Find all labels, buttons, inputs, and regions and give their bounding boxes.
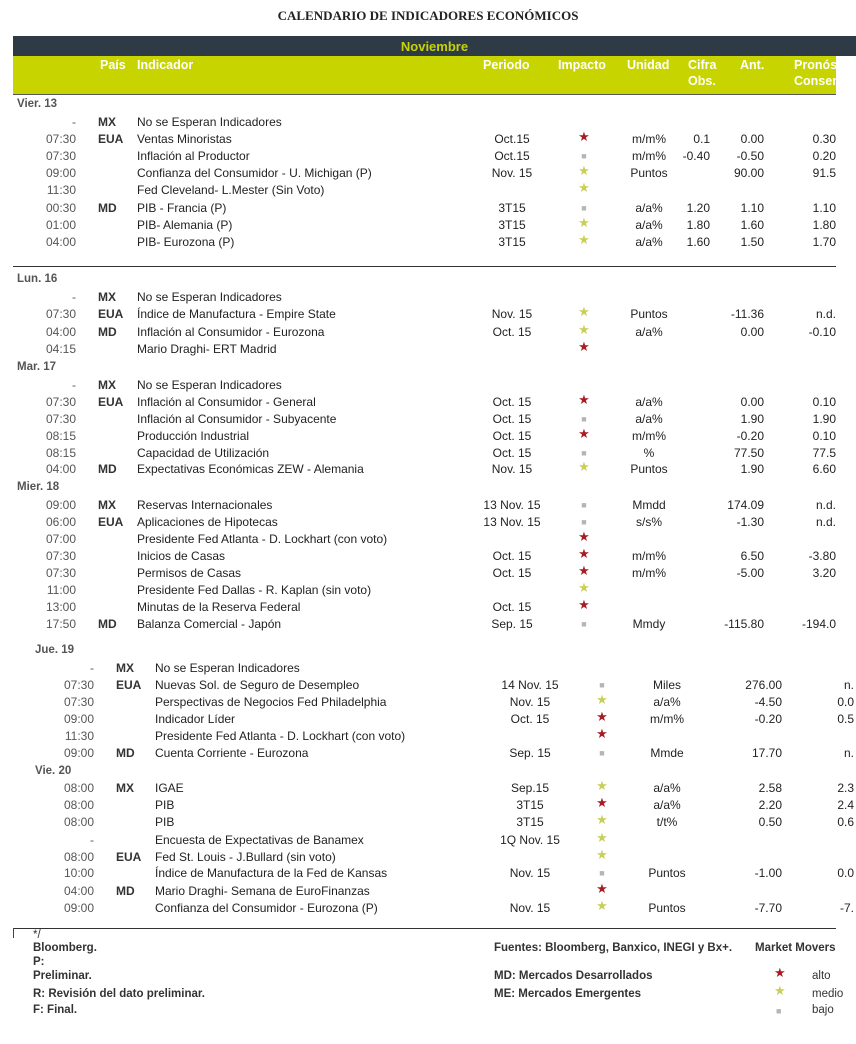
row-previous: -4.50 xyxy=(754,695,782,709)
row-consensus: 91.5 xyxy=(812,166,836,180)
star-high-icon: ★ xyxy=(596,795,608,810)
row-country: MD xyxy=(98,617,117,631)
footer-tick xyxy=(13,928,14,938)
row-indicator: Expectativas Económicas ZEW - Alemania xyxy=(137,462,364,476)
row-period: Nov. 15 xyxy=(491,462,533,476)
row-time: 06:00 xyxy=(45,515,76,529)
row-indicator: Fed St. Louis - J.Bullard (sin voto) xyxy=(155,850,336,864)
star-medium-icon: ★ xyxy=(578,163,590,178)
row-previous: 174.09 xyxy=(727,498,764,512)
row-period: Oct. 15 xyxy=(492,412,532,426)
row-previous: 90.00 xyxy=(733,166,764,180)
row-indicator: Indicador Líder xyxy=(155,712,236,726)
row-time: 08:00 xyxy=(63,798,94,812)
row-previous: 17.70 xyxy=(751,746,782,760)
row-unit: Puntos xyxy=(630,307,668,321)
row-previous: 1.90 xyxy=(740,412,764,426)
page-title: CALENDARIO DE INDICADORES ECONÓMICOS xyxy=(277,8,579,23)
footer-me-legend: ME: Mercados Emergentes xyxy=(494,988,641,1000)
row-consensus: 0.0 xyxy=(837,866,854,880)
day-label: Vie. 20 xyxy=(35,765,72,777)
row-previous: -0.20 xyxy=(736,429,764,443)
row-time: 08:15 xyxy=(45,429,76,443)
row-previous: 1.60 xyxy=(740,218,764,232)
header-cifra: Cifra xyxy=(688,58,717,72)
row-unit: a/a% xyxy=(635,201,663,215)
row-period: Oct. 15 xyxy=(492,566,532,580)
row-time: 07:30 xyxy=(45,149,76,163)
row-consensus: 0.20 xyxy=(812,149,836,163)
row-time: 09:00 xyxy=(63,746,94,760)
row-period: 3T15 xyxy=(498,218,526,232)
row-country: MX xyxy=(116,661,134,675)
row-period: Nov. 15 xyxy=(509,695,551,709)
row-previous: 0.00 xyxy=(740,325,764,339)
section-divider xyxy=(13,266,836,267)
row-period: Nov. 15 xyxy=(509,901,551,915)
row-period: 14 Nov. 15 xyxy=(501,678,559,692)
legend-bajo: bajo xyxy=(812,1004,834,1016)
row-country: EUA xyxy=(98,307,124,321)
row-indicator: Ventas Minoristas xyxy=(137,132,232,146)
square-low-icon: ■ xyxy=(599,680,605,690)
legend-alto: alto xyxy=(812,970,831,982)
row-previous: -0.50 xyxy=(736,149,764,163)
row-country: MD xyxy=(116,746,135,760)
row-time: 07:30 xyxy=(45,395,76,409)
row-unit: Mmdd xyxy=(632,498,666,512)
star-medium-icon: ★ xyxy=(596,830,608,845)
row-indicator: Presidente Fed Dallas - R. Kaplan (sin voto) xyxy=(137,583,372,597)
star-high-icon: ★ xyxy=(596,709,608,724)
row-time: 04:00 xyxy=(45,325,76,339)
row-previous: 1.50 xyxy=(740,235,764,249)
row-indicator: Producción Industrial xyxy=(137,429,250,443)
row-country: EUA xyxy=(98,395,124,409)
star-medium-icon: ★ xyxy=(596,692,608,707)
row-indicator: Nuevas Sol. de Seguro de Desempleo xyxy=(155,678,360,692)
row-indicator: Índice de Manufactura de la Fed de Kansas xyxy=(155,866,388,880)
row-time: 07:30 xyxy=(45,412,76,426)
row-period: 13 Nov. 15 xyxy=(483,515,541,529)
row-consensus: 77.5 xyxy=(812,446,836,460)
row-indicator: No se Esperan Indicadores xyxy=(137,290,282,304)
row-unit: m/m% xyxy=(632,149,666,163)
row-previous: -0.20 xyxy=(754,712,782,726)
row-time: 13:00 xyxy=(45,600,76,614)
row-time: 07:00 xyxy=(45,532,76,546)
row-indicator: Inflación al Productor xyxy=(137,149,250,163)
star-high-icon: ★ xyxy=(596,726,608,741)
row-indicator: Reservas Internacionales xyxy=(137,498,273,512)
row-country: MX xyxy=(98,378,116,392)
row-time: 04:15 xyxy=(45,342,76,356)
row-country: MX xyxy=(98,498,116,512)
row-unit: m/m% xyxy=(632,566,666,580)
row-unit: Miles xyxy=(652,678,681,692)
footer-md-legend: MD: Mercados Desarrollados xyxy=(494,970,653,982)
row-time: 01:00 xyxy=(45,218,76,232)
row-unit: m/m% xyxy=(650,712,684,726)
row-consensus: 2.3 xyxy=(837,781,854,795)
header-periodo: Periodo xyxy=(483,58,530,72)
row-unit: a/a% xyxy=(653,781,681,795)
row-observed: 0.1 xyxy=(693,132,710,146)
star-high-icon: ★ xyxy=(578,563,590,578)
row-period: 3T15 xyxy=(498,201,526,215)
row-indicator: Confianza del Consumidor - Eurozona (P) xyxy=(155,901,378,915)
row-country: EUA xyxy=(116,678,142,692)
row-consensus: 6.60 xyxy=(812,462,836,476)
row-country: MX xyxy=(98,290,116,304)
header-pais: País xyxy=(100,58,126,72)
legend-medio: medio xyxy=(812,988,844,1000)
star-high-icon: ★ xyxy=(578,426,590,441)
square-low-icon: ■ xyxy=(776,1006,782,1016)
row-period: Sep. 15 xyxy=(491,617,533,631)
row-previous: -1.00 xyxy=(754,866,782,880)
square-low-icon: ■ xyxy=(581,203,587,213)
star-medium-icon: ★ xyxy=(596,898,608,913)
row-previous: 1.10 xyxy=(740,201,764,215)
row-previous: -5.00 xyxy=(736,566,764,580)
footer-market-movers: Market Movers xyxy=(755,942,836,954)
star-high-icon: ★ xyxy=(578,339,590,354)
row-time: 04:00 xyxy=(45,235,76,249)
row-time: 08:00 xyxy=(63,850,94,864)
row-time: 17:50 xyxy=(45,617,76,631)
header-unidad: Unidad xyxy=(627,58,670,72)
row-country: MX xyxy=(116,781,134,795)
row-consensus: -0.10 xyxy=(808,325,836,339)
row-time: 10:00 xyxy=(63,866,94,880)
row-consensus: 1.70 xyxy=(812,235,836,249)
star-medium-icon: ★ xyxy=(578,322,590,337)
row-consensus: n.d. xyxy=(815,307,836,321)
row-time: - xyxy=(72,290,76,304)
row-previous: 0.00 xyxy=(740,132,764,146)
row-period: Nov. 15 xyxy=(509,866,551,880)
row-previous: 1.90 xyxy=(740,462,764,476)
row-consensus: n.d. xyxy=(815,498,836,512)
row-country: MD xyxy=(98,325,117,339)
row-consensus: 1.80 xyxy=(812,218,836,232)
row-country: MD xyxy=(98,462,117,476)
footer-note-p: P: xyxy=(33,956,45,968)
row-unit: Mmdy xyxy=(632,617,666,631)
row-consensus: 2.4 xyxy=(837,798,854,812)
row-period: Oct. 15 xyxy=(510,712,550,726)
row-previous: 276.00 xyxy=(745,678,782,692)
row-unit: m/m% xyxy=(632,549,666,563)
footer-note-bloomberg: Bloomberg. xyxy=(33,942,97,954)
row-previous: 77.50 xyxy=(733,446,764,460)
row-indicator: PIB- Alemania (P) xyxy=(137,218,233,232)
star-high-icon: ★ xyxy=(774,965,786,980)
row-time: 04:00 xyxy=(45,462,76,476)
star-medium-icon: ★ xyxy=(578,232,590,247)
footer-note-final: F: Final. xyxy=(33,1004,78,1016)
star-medium-icon: ★ xyxy=(578,459,590,474)
footer-note-revision: R: Revisión del dato preliminar. xyxy=(33,988,205,1000)
row-time: 07:30 xyxy=(63,678,94,692)
row-consensus: n.d. xyxy=(815,515,836,529)
day-label: Jue. 19 xyxy=(35,644,74,656)
row-period: 13 Nov. 15 xyxy=(483,498,541,512)
row-indicator: Minutas de la Reserva Federal xyxy=(137,600,301,614)
row-indicator: Índice de Manufactura - Empire State xyxy=(137,307,336,321)
row-time: 08:00 xyxy=(63,815,94,829)
row-time: 07:30 xyxy=(63,695,94,709)
row-time: - xyxy=(90,833,94,847)
row-indicator: Cuenta Corriente - Eurozona xyxy=(155,746,309,760)
star-medium-icon: ★ xyxy=(578,180,590,195)
star-medium-icon: ★ xyxy=(596,778,608,793)
row-unit: a/a% xyxy=(635,325,663,339)
row-consensus: n. xyxy=(843,746,854,760)
row-time: - xyxy=(72,378,76,392)
day-label: Vier. 13 xyxy=(17,98,58,110)
row-indicator: Presidente Fed Atlanta - D. Lockhart (con voto) xyxy=(155,729,406,743)
header-obs: Obs. xyxy=(688,74,716,88)
star-medium-icon: ★ xyxy=(578,580,590,595)
row-unit: s/s% xyxy=(635,515,662,529)
square-low-icon: ■ xyxy=(581,414,587,424)
row-time: 07:30 xyxy=(45,307,76,321)
row-period: Nov. 15 xyxy=(491,166,533,180)
row-consensus: 0.0 xyxy=(837,695,854,709)
row-consensus: 0.30 xyxy=(812,132,836,146)
row-unit: a/a% xyxy=(635,395,663,409)
row-consensus: 0.10 xyxy=(812,395,836,409)
row-unit: Puntos xyxy=(648,901,686,915)
row-unit: Puntos xyxy=(648,866,686,880)
square-low-icon: ■ xyxy=(581,500,587,510)
row-indicator: Aplicaciones de Hipotecas xyxy=(137,515,278,529)
row-time: 08:00 xyxy=(63,781,94,795)
row-indicator: IGAE xyxy=(155,781,184,795)
star-high-icon: ★ xyxy=(596,881,608,896)
row-time: 09:00 xyxy=(45,166,76,180)
row-indicator: No se Esperan Indicadores xyxy=(137,378,282,392)
star-high-icon: ★ xyxy=(578,529,590,544)
row-period: Oct. 15 xyxy=(492,429,532,443)
star-medium-icon: ★ xyxy=(596,847,608,862)
row-indicator: Fed Cleveland- L.Mester (Sin Voto) xyxy=(137,183,325,197)
row-indicator: Inflación al Consumidor - General xyxy=(137,395,316,409)
row-consensus: -7. xyxy=(839,901,854,915)
row-previous: -11.36 xyxy=(730,307,764,321)
row-unit: m/m% xyxy=(632,429,666,443)
row-consensus: 0.10 xyxy=(812,429,836,443)
day-label: Mar. 17 xyxy=(17,361,56,373)
row-time: 11:30 xyxy=(64,729,94,743)
footer-sources: Fuentes: Bloomberg, Banxico, INEGI y Bx+. xyxy=(494,942,733,954)
month-banner: Noviembre xyxy=(13,36,856,56)
row-time: 07:30 xyxy=(45,566,76,580)
row-country: EUA xyxy=(98,515,124,529)
row-consensus: 0.6 xyxy=(837,815,854,829)
row-indicator: PIB- Eurozona (P) xyxy=(137,235,235,249)
row-consensus: -3.80 xyxy=(808,549,836,563)
row-previous: 6.50 xyxy=(740,549,764,563)
row-indicator: Mario Draghi- ERT Madrid xyxy=(137,342,277,356)
row-time: 08:15 xyxy=(45,446,76,460)
row-observed: 1.20 xyxy=(686,201,710,215)
day-label: Lun. 16 xyxy=(17,273,58,285)
row-indicator: PIB xyxy=(155,815,175,829)
row-indicator: No se Esperan Indicadores xyxy=(137,115,282,129)
row-country: MD xyxy=(116,884,135,898)
row-indicator: Confianza del Consumidor - U. Michigan (P) xyxy=(137,166,372,180)
row-period: 3T15 xyxy=(516,798,544,812)
row-unit: m/m% xyxy=(632,132,666,146)
row-period: 3T15 xyxy=(498,235,526,249)
row-indicator: Mario Draghi- Semana de EuroFinanzas xyxy=(155,884,370,898)
row-unit: Mmde xyxy=(650,746,684,760)
row-previous: -7.70 xyxy=(754,901,782,915)
row-unit: a/a% xyxy=(635,218,663,232)
row-period: 3T15 xyxy=(516,815,544,829)
row-unit: Puntos xyxy=(630,166,668,180)
row-time: 09:00 xyxy=(63,901,94,915)
row-period: Oct. 15 xyxy=(492,325,532,339)
row-country: MD xyxy=(98,201,117,215)
footer-note-mark: */ xyxy=(33,929,41,941)
row-indicator: Perspectivas de Negocios Fed Philadelphia xyxy=(155,695,387,709)
square-low-icon: ■ xyxy=(599,748,605,758)
star-high-icon: ★ xyxy=(578,129,590,144)
row-previous: 2.58 xyxy=(758,781,782,795)
square-low-icon: ■ xyxy=(581,517,587,527)
row-indicator: Permisos de Casas xyxy=(137,566,242,580)
row-time: 04:00 xyxy=(63,884,94,898)
row-indicator: Balanza Comercial - Japón xyxy=(137,617,282,631)
footer-note-preliminar: Preliminar. xyxy=(33,970,92,982)
row-consensus: 3.20 xyxy=(812,566,836,580)
row-period: Oct.15 xyxy=(494,132,530,146)
square-low-icon: ■ xyxy=(581,151,587,161)
row-time: 00:30 xyxy=(45,201,76,215)
row-time: 07:30 xyxy=(45,549,76,563)
star-medium-icon: ★ xyxy=(774,983,786,998)
row-unit: a/a% xyxy=(635,412,663,426)
row-unit: % xyxy=(643,446,655,460)
row-indicator: Inicios de Casas xyxy=(137,549,226,563)
star-high-icon: ★ xyxy=(578,392,590,407)
row-period: Oct. 15 xyxy=(492,549,532,563)
row-indicator: PIB xyxy=(155,798,175,812)
star-medium-icon: ★ xyxy=(578,215,590,230)
row-period: Oct. 15 xyxy=(492,446,532,460)
star-medium-icon: ★ xyxy=(578,304,590,319)
header-ant: Ant. xyxy=(740,58,765,72)
row-time: 11:00 xyxy=(46,583,76,597)
star-medium-icon: ★ xyxy=(596,812,608,827)
row-country: MX xyxy=(98,115,116,129)
row-consensus: 0.5 xyxy=(837,712,854,726)
row-time: - xyxy=(72,115,76,129)
square-low-icon: ■ xyxy=(581,619,587,629)
day-label: Mier. 18 xyxy=(17,481,60,493)
header-indicador: Indicador xyxy=(137,58,194,72)
row-unit: a/a% xyxy=(635,235,663,249)
row-time: 09:00 xyxy=(63,712,94,726)
row-indicator: Inflación al Consumidor - Eurozona xyxy=(137,325,325,339)
row-consensus: -194.0 xyxy=(801,617,836,631)
row-unit: Puntos xyxy=(630,462,668,476)
row-unit: t/t% xyxy=(656,815,678,829)
row-time: 07:30 xyxy=(45,132,76,146)
square-low-icon: ■ xyxy=(599,868,605,878)
row-observed: -0.40 xyxy=(682,149,710,163)
row-period: 1Q Nov. 15 xyxy=(500,833,560,847)
row-time: 11:30 xyxy=(46,183,76,197)
row-indicator: PIB - Francia (P) xyxy=(137,201,227,215)
row-period: Sep. 15 xyxy=(509,746,551,760)
row-indicator: Encuesta de Expectativas de Banamex xyxy=(155,833,364,847)
row-period: Oct. 15 xyxy=(492,600,532,614)
row-observed: 1.60 xyxy=(686,235,710,249)
star-high-icon: ★ xyxy=(578,597,590,612)
row-country: EUA xyxy=(116,850,142,864)
row-indicator: Inflación al Consumidor - Subyacente xyxy=(137,412,337,426)
row-observed: 1.80 xyxy=(686,218,710,232)
row-indicator: Capacidad de Utilización xyxy=(137,446,270,460)
row-consensus: 1.10 xyxy=(812,201,836,215)
row-period: Oct.15 xyxy=(494,149,530,163)
row-indicator: Presidente Fed Atlanta - D. Lockhart (con voto) xyxy=(137,532,388,546)
row-unit: a/a% xyxy=(653,798,681,812)
header-impacto: Impacto xyxy=(558,58,606,72)
row-unit: a/a% xyxy=(653,695,681,709)
row-previous: 0.50 xyxy=(758,815,782,829)
table-bottom-line xyxy=(13,928,836,929)
star-high-icon: ★ xyxy=(578,546,590,561)
row-consensus: n. xyxy=(843,678,854,692)
row-previous: -1.30 xyxy=(736,515,764,529)
header-pronos: Pronós xyxy=(794,58,838,72)
square-low-icon: ■ xyxy=(581,448,587,458)
row-time: - xyxy=(90,661,94,675)
row-country: EUA xyxy=(98,132,124,146)
row-period: Sep.15 xyxy=(510,781,550,795)
row-indicator: No se Esperan Indicadores xyxy=(155,661,300,675)
row-time: 09:00 xyxy=(45,498,76,512)
row-previous: 0.00 xyxy=(740,395,764,409)
row-period: Nov. 15 xyxy=(491,307,533,321)
row-consensus: 1.90 xyxy=(812,412,836,426)
header-consen: Consen xyxy=(794,74,840,88)
row-previous: 2.20 xyxy=(758,798,782,812)
row-period: Oct. 15 xyxy=(492,395,532,409)
row-previous: -115.80 xyxy=(724,617,764,631)
